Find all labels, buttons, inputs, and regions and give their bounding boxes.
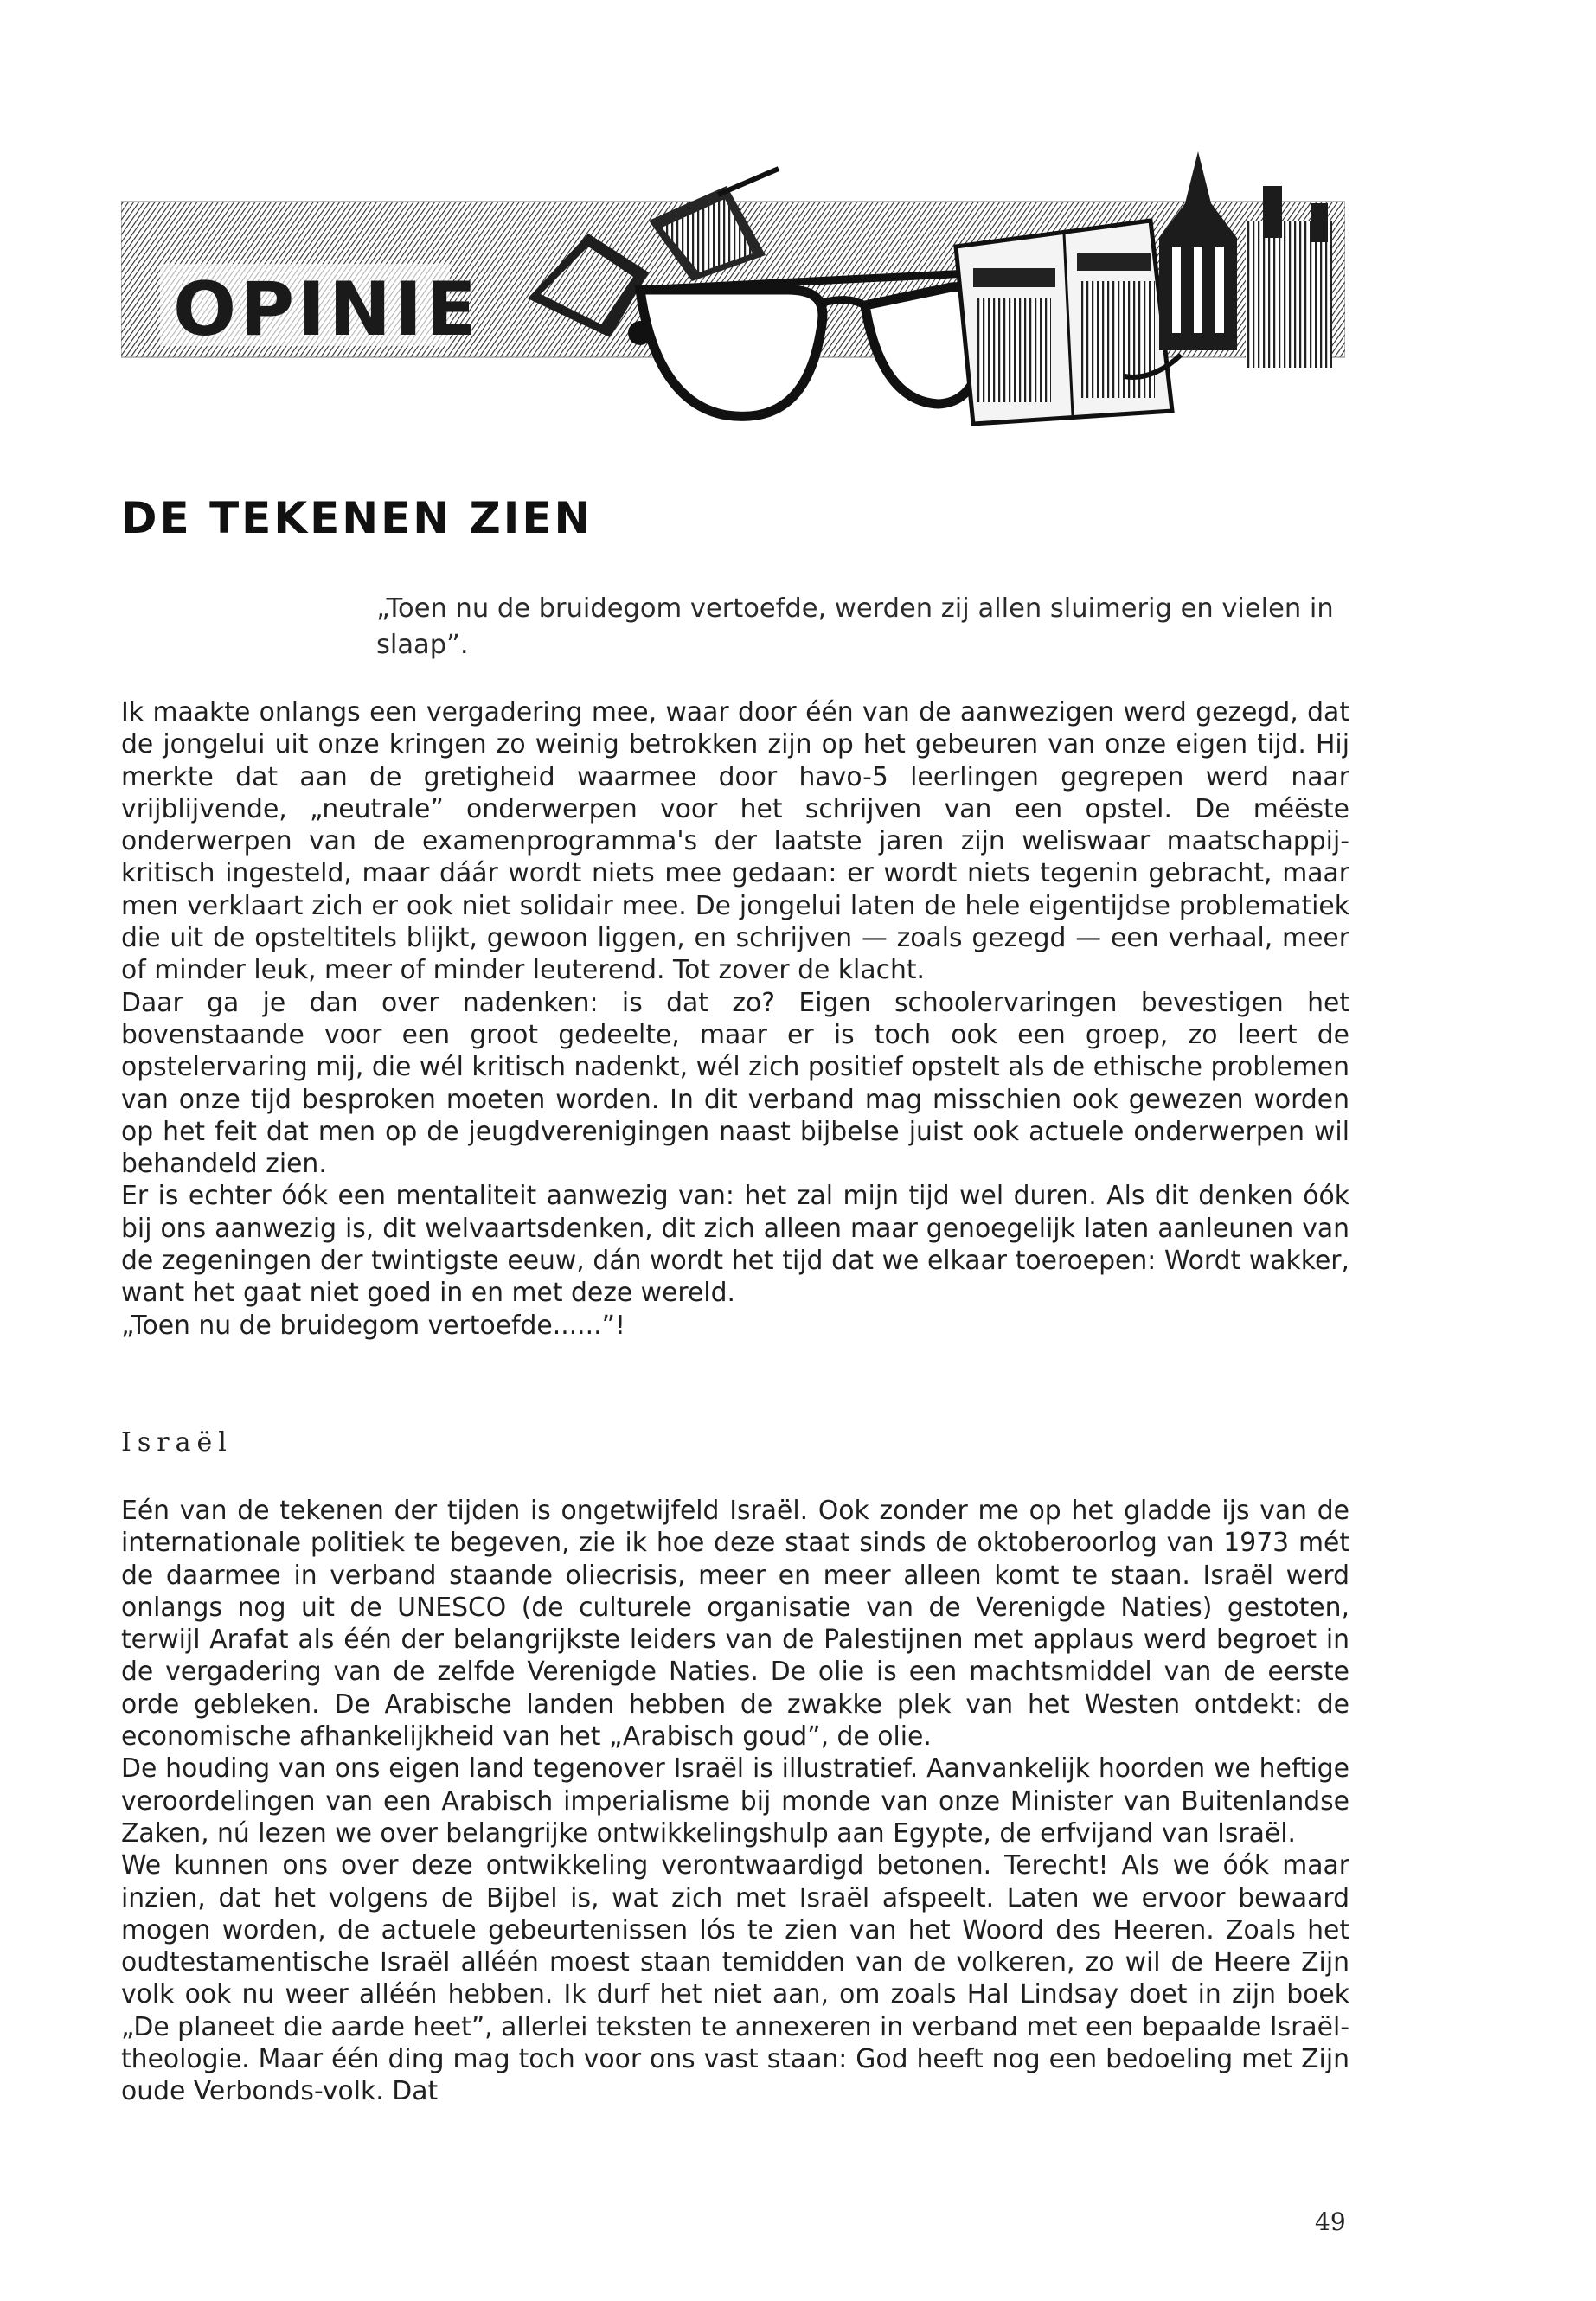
body-paragraph: Er is echter óók een mentaliteit aanwezig van: het zal mijn tijd wel duren. Als dit denken óók bij ons aanwezig is, dit welvaartsdenken, dit zich alleen maar genoegelijk laten aanleunen van de zegeningen der twintigste eeuw, dán wordt het tijd dat we elkaar toeroepen: Wordt wakker, want het gaat niet goed in en met deze wereld.: [121, 1181, 1349, 1309]
page-number: 49: [1315, 2208, 1346, 2236]
header-banner: [121, 151, 1345, 445]
banner-label: OPINIE: [173, 266, 480, 353]
body-paragraph: Daar ga je dan over nadenken: is dat zo? Eigen schoolervaringen bevestigen het bovenstaande voor een groot gedeelte, maar er is toch ook een groep, zo leert de opstelervaring mij, die wél kritisch nadenkt, wél zich positief opstelt als de ethische problemen van onze tijd besproken moeten worden. In dit verband mag misschien ook gewezen worden op het feit dat men op de jeugdverenigingen naast bijbelse juist ook actuele onderwerpen wil behandeld zien.: [121, 987, 1349, 1180]
article-body: [121, 696, 1349, 1342]
body-paragraph: Eén van de tekenen der tijden is ongetwijfeld Israël. Ook zonder me op het gladde ijs van de internationale politiek te begeven, zie ik hoe deze staat sinds de oktoberoorlog van 1973 mét de daarmee in verband staande oliecrisis, meer en meer alleen komt te staan. Israël werd onlangs nog uit de UNESCO (de culturele organisatie van de Verenigde Naties) gestoten, terwijl Arafat als één der belangrijkste leiders van de Palestijnen met applaus werd begroet in de vergadering van de zelfde Verenigde Naties. De olie is een machtsmiddel van de eerste orde gebleken. De Arabische landen hebben de zwakke plek van het Westen ontdekt: de economische afhankelijkheid van het „Arabisch goud”, de olie.: [121, 1496, 1349, 1753]
church-tower-icon: [1159, 151, 1332, 368]
body-paragraph: De houding van ons eigen land tegenover Israël is illustratief. Aanvankelijk hoorden we heftige veroordelingen van een Arabisch imperialisme bij monde van onze Minister van Buitenlandse Zaken, nú lezen we over belangrijke ontwikkelingshulp aan Egypte, de erfvijand van Israël.: [121, 1753, 1349, 1849]
newspaper-icon: [956, 221, 1181, 424]
section-heading-israel: Israël: [121, 1427, 233, 1458]
article-title: DE TEKENEN ZIEN: [121, 493, 593, 543]
body-paragraph: Ik maakte onlangs een vergadering mee, waar door één van de aanwezigen werd gezegd, dat de jongelui uit onze kringen zo weinig betrokken zijn op het gebeuren van onze eigen tijd. Hij merkte dat aan de gretigheid waarmee door havo-5 leerlingen gegrepen werd naar vrijblijvende, „neutrale” onderwerpen voor het schrijven van een opstel. De méëste onderwerpen van de examenprogramma's der laatste jaren zijn weliswaar maatschappij-kritisch ingesteld, maar dáár wordt niets mee gedaan: er wordt niets tegenin gebracht, maar men verklaart zich er ook niet solidair mee. De jongelui laten de hele eigentijdse problematiek die uit de opsteltitels blijkt, gewoon liggen, en schrijven — zoals gezegd — een verhaal, meer of minder leuk, meer of minder leuterend. Tot zover de klacht.: [121, 697, 1349, 986]
body-paragraph: „Toen nu de bruidegom vertoefde......”!: [121, 1310, 625, 1341]
body-paragraph: We kunnen ons over deze ontwikkeling verontwaardigd betonen. Terecht! Als we óók maar inzien, dat het volgens de Bijbel is, wat zich met Israël afspeelt. Laten we ervoor bewaard mogen worden, de actuele gebeurtenissen lós te zien van het Woord des Heeren. Zoals het oudtestamentische Israël alléén moest staan temidden van de volkeren, zo wil de Heere Zijn volk ook nu weer alléén hebben. Ik durf het niet aan, om zoals Hal Lindsay doet in zijn boek „De planeet die aarde heet”, allerlei teksten te annexeren in verband met een bepaalde Israël-theologie. Maar één ding mag toch voor ons vast staan: God heeft nog een bedoeling met Zijn oude Verbonds-volk. Dat: [121, 1850, 1349, 2107]
epigraph-quote: „Toen nu de bruidegom vertoefde, werden zij allen sluimerig en vielen in slaap”.: [376, 593, 1334, 660]
israel-section-body: [121, 1495, 1349, 2108]
opinie-label: [160, 264, 480, 353]
